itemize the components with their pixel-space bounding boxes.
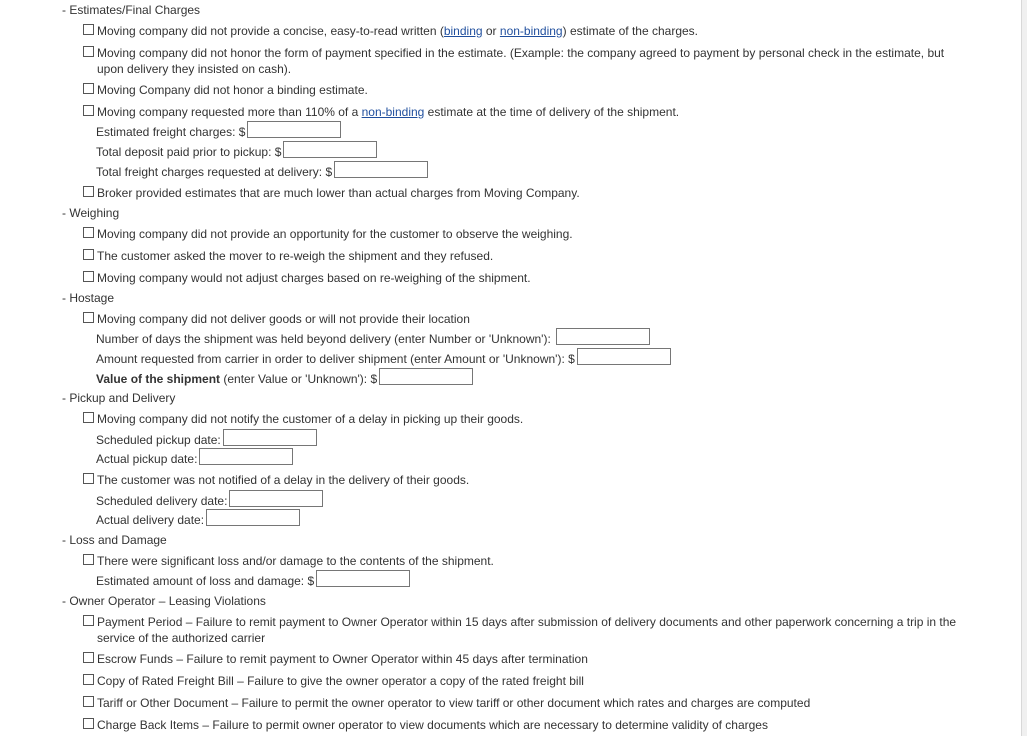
checkbox-row-observe-weighing: [83, 226, 963, 242]
scheduled-pickup-input[interactable]: [223, 429, 317, 446]
label-concise-estimate: Moving company did not provide a concise, easy-to-read written (binding or non-binding) estimate of the charges.: [97, 24, 699, 38]
checkbox-payment-period[interactable]: [83, 615, 94, 626]
checkbox-loss-damage[interactable]: [83, 554, 94, 565]
label-shipment-value: (enter Value or 'Unknown'): $: [220, 372, 378, 386]
checkbox-row-payment-period: [83, 614, 963, 646]
checkbox-row-110-percent: [83, 104, 963, 120]
scheduled-delivery-input[interactable]: [229, 490, 323, 507]
checkbox-110-percent[interactable]: [83, 105, 94, 116]
label-scheduled-delivery: Scheduled delivery date:: [96, 494, 228, 508]
label-tariff-document: Tariff or Other Document – Failure to permit the owner operator to view tariff or other document which rates and charges are computed: [97, 696, 811, 710]
field-row-total-deposit: [96, 143, 377, 161]
checkbox-row-reweigh-refused: [83, 248, 963, 264]
amount-requested-input[interactable]: [577, 348, 671, 365]
field-row-scheduled-pickup: [96, 431, 317, 449]
label-observe-weighing: Moving company did not provide an opportunity for the customer to observe the weighing.: [97, 227, 573, 241]
checkbox-row-concise-estimate: [83, 23, 963, 39]
label-charge-back: Charge Back Items – Failure to permit owner operator to view documents which are necessary to determine validity of charges: [97, 718, 768, 732]
checkbox-row-pickup-delay: [83, 411, 963, 427]
label-actual-pickup: Actual pickup date:: [96, 452, 198, 466]
label-total-freight: Total freight charges requested at delivery: $: [96, 165, 333, 179]
shipment-value-input[interactable]: [379, 368, 473, 385]
checkbox-pickup-delay[interactable]: [83, 412, 94, 423]
checkbox-row-broker-estimates: [83, 185, 963, 201]
binding-link[interactable]: binding: [443, 24, 483, 38]
section-header-weighing[interactable]: - Weighing: [62, 206, 120, 220]
label-payment-period: Payment Period – Failure to remit payment to Owner Operator within 15 days after submission of delivery documents and other paperwork concerning a trip in the service of the authorized carrier: [97, 615, 957, 645]
section-header-estimates[interactable]: - Estimates/Final Charges: [62, 3, 201, 17]
label-rated-freight-bill: Copy of Rated Freight Bill – Failure to give the owner operator a copy of the rated freight bill: [97, 674, 584, 688]
section-header-loss-damage[interactable]: - Loss and Damage: [62, 533, 167, 547]
checkbox-row-delivery-delay: [83, 472, 963, 488]
checkbox-not-deliver[interactable]: [83, 312, 94, 323]
checkbox-row-tariff-document: [83, 695, 963, 711]
checkbox-adjust-charges[interactable]: [83, 271, 94, 282]
label-payment-form: Moving company did not honor the form of payment specified in the estimate. (Example: the company agreed to payment by personal check in the estimate, but upon delivery they insisted on cash).: [97, 46, 945, 76]
field-row-actual-pickup: [96, 450, 293, 468]
label-110-percent: Moving company requested more than 110% of a non-binding estimate at the time of delivery of the shipment.: [97, 105, 680, 119]
non-binding-link[interactable]: non-binding: [499, 24, 563, 38]
checkbox-delivery-delay[interactable]: [83, 473, 94, 484]
checkbox-row-adjust-charges: [83, 270, 963, 286]
label-total-deposit: Total deposit paid prior to pickup: $: [96, 145, 282, 159]
checkbox-tariff-document[interactable]: [83, 696, 94, 707]
estimated-loss-input[interactable]: [316, 570, 410, 587]
checkbox-charge-back[interactable]: [83, 718, 94, 729]
label-scheduled-pickup: Scheduled pickup date:: [96, 433, 221, 447]
checkbox-payment-form[interactable]: [83, 46, 94, 57]
section-header-hostage[interactable]: - Hostage: [62, 291, 115, 305]
field-row-estimated-loss: [96, 572, 410, 590]
checkbox-row-not-deliver: [83, 311, 963, 327]
checkbox-row-charge-back: [83, 717, 963, 733]
field-row-estimated-freight: [96, 123, 341, 141]
checkbox-reweigh-refused[interactable]: [83, 249, 94, 260]
total-deposit-input[interactable]: [283, 141, 377, 158]
field-row-days-held: [96, 330, 650, 348]
label-reweigh-refused: The customer asked the mover to re-weigh the shipment and they refused.: [97, 249, 494, 263]
checkbox-row-rated-freight-bill: [83, 673, 963, 689]
checkbox-concise-estimate[interactable]: [83, 24, 94, 35]
checkbox-row-payment-form: [83, 45, 963, 77]
field-row-shipment-value: [96, 370, 473, 388]
checkbox-escrow-funds[interactable]: [83, 652, 94, 663]
label-estimated-loss: Estimated amount of loss and damage: $: [96, 574, 315, 588]
vertical-scrollbar[interactable]: [1021, 0, 1027, 736]
total-freight-input[interactable]: [334, 161, 428, 178]
field-row-amount-requested: [96, 350, 671, 368]
checkbox-binding-estimate[interactable]: [83, 83, 94, 94]
actual-pickup-input[interactable]: [199, 448, 293, 465]
section-header-owner-operator[interactable]: - Owner Operator – Leasing Violations: [62, 594, 266, 608]
label-days-held: Number of days the shipment was held beyond delivery (enter Number or 'Unknown'):: [96, 332, 551, 346]
label-binding-estimate: Moving Company did not honor a binding estimate.: [97, 83, 368, 97]
checkbox-row-loss-damage: [83, 553, 963, 569]
checkbox-row-binding-estimate: [83, 82, 963, 98]
field-row-actual-delivery: [96, 511, 300, 529]
label-amount-requested: Amount requested from carrier in order to deliver shipment (enter Amount or 'Unknown'): $: [96, 352, 575, 366]
label-loss-damage: There were significant loss and/or damage to the contents of the shipment.: [97, 554, 494, 568]
actual-delivery-input[interactable]: [206, 509, 300, 526]
checkbox-row-escrow-funds: [83, 651, 963, 667]
label-not-deliver: Moving company did not deliver goods or will not provide their location: [97, 312, 470, 326]
checkbox-rated-freight-bill[interactable]: [83, 674, 94, 685]
non-binding-link-2[interactable]: non-binding: [361, 105, 425, 119]
checkbox-observe-weighing[interactable]: [83, 227, 94, 238]
label-delivery-delay: The customer was not notified of a delay in the delivery of their goods.: [97, 473, 470, 487]
section-header-pickup-delivery[interactable]: - Pickup and Delivery: [62, 391, 176, 405]
days-held-input[interactable]: [556, 328, 650, 345]
field-row-total-freight: [96, 163, 428, 181]
label-adjust-charges: Moving company would not adjust charges based on re-weighing of the shipment.: [97, 271, 531, 285]
estimated-freight-input[interactable]: [247, 121, 341, 138]
label-pickup-delay: Moving company did not notify the customer of a delay in picking up their goods.: [97, 412, 524, 426]
checkbox-broker-estimates[interactable]: [83, 186, 94, 197]
label-shipment-value-bold: Value of the shipment: [96, 372, 221, 386]
label-escrow-funds: Escrow Funds – Failure to remit payment to Owner Operator within 45 days after termination: [97, 652, 588, 666]
label-estimated-freight: Estimated freight charges: $: [96, 125, 246, 139]
label-actual-delivery: Actual delivery date:: [96, 513, 205, 527]
field-row-scheduled-delivery: [96, 492, 323, 510]
label-broker-estimates: Broker provided estimates that are much lower than actual charges from Moving Company.: [97, 186, 580, 200]
